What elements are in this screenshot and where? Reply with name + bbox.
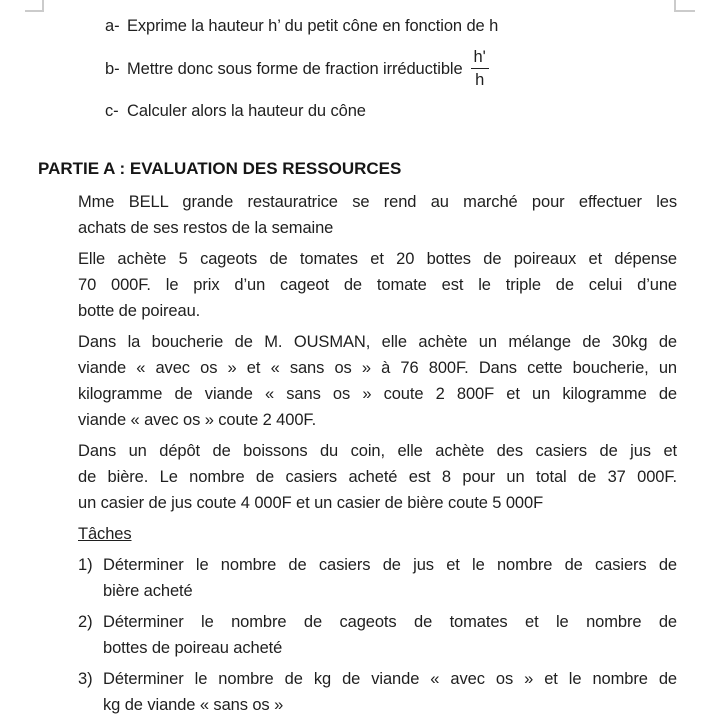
paragraph-line: viande « avec os » coute 2 400F.: [78, 411, 317, 429]
paragraph-line: viande « avec os » et « sans os » à 76 800F. Dans cette boucherie, un: [78, 359, 677, 377]
section-heading: PARTIE A : EVALUATION DES RESSOURCES: [38, 159, 402, 178]
task-item-2: [78, 609, 677, 661]
task-marker: 2): [78, 613, 93, 631]
fraction-denominator: h: [475, 71, 485, 89]
fraction-h-prime-over-h: [471, 47, 489, 90]
list-item-a: [105, 13, 685, 39]
paragraph-tomates-poireaux: [78, 246, 677, 324]
selection-corner-left-icon: [25, 0, 44, 12]
tasks-heading: Tâches: [78, 525, 132, 543]
task-line: Déterminer le nombre de cageots de tomates et le nombre de: [103, 613, 677, 631]
task-line: bottes de poireau acheté: [103, 639, 283, 657]
list-item-c: [105, 98, 685, 124]
paragraph-line: kilogramme de viande « sans os » coute 2 800F et un kilogramme de: [78, 385, 677, 403]
paragraph-line: Dans un dépôt de boissons du coin, elle achète des casiers de jus et: [78, 442, 677, 460]
paragraph-line: de bière. Le nombre de casiers acheté est 8 pour un total de 37 000F.: [78, 468, 677, 486]
paragraph-line: Elle achète 5 cageots de tomates et 20 bottes de poireaux et dépense: [78, 250, 677, 268]
paragraph-line: achats de ses restos de la semaine: [78, 219, 334, 237]
list-marker: a-: [105, 17, 120, 35]
paragraph-line: un casier de jus coute 4 000F et un casier de bière coute 5 000F: [78, 494, 544, 512]
paragraph-line: 70 000F. le prix d’un cageot de tomate est le triple de celui d’une: [78, 276, 677, 294]
task-line: bière acheté: [103, 582, 193, 600]
paragraph-line: Mme BELL grande restauratrice se rend au marché pour effectuer les: [78, 193, 677, 211]
list-item-b: [105, 47, 685, 90]
task-text: [103, 609, 677, 661]
task-text: [103, 666, 677, 718]
list-marker: b-: [105, 59, 120, 78]
list-item-text: Mettre donc sous forme de fraction irréductible: [127, 59, 463, 78]
task-item-3: [78, 666, 677, 718]
task-marker: 1): [78, 556, 93, 574]
task-line: Déterminer le nombre de kg de viande « avec os » et le nombre de: [103, 670, 677, 688]
paragraph-boucherie: [78, 329, 677, 433]
paragraph-line: Dans la boucherie de M. OUSMAN, elle achète un mélange de 30kg de: [78, 333, 677, 351]
task-line: kg de viande « sans os »: [103, 696, 284, 714]
list-item-text: Calculer alors la hauteur du cône: [127, 102, 366, 120]
paragraph-line: botte de poireau.: [78, 302, 201, 320]
paragraph-intro: [78, 189, 677, 241]
task-line: Déterminer le nombre de casiers de jus et le nombre de casiers de: [103, 556, 677, 574]
list-marker: c-: [105, 102, 119, 120]
list-item-text: Exprime la hauteur h’ du petit cône en fonction de h: [127, 17, 499, 35]
paragraph-boissons: [78, 438, 677, 516]
task-marker: 3): [78, 670, 93, 688]
task-item-1: [78, 552, 677, 604]
selection-corner-right-icon: [674, 0, 695, 12]
fraction-numerator: h': [471, 47, 489, 69]
task-text: [103, 552, 677, 604]
